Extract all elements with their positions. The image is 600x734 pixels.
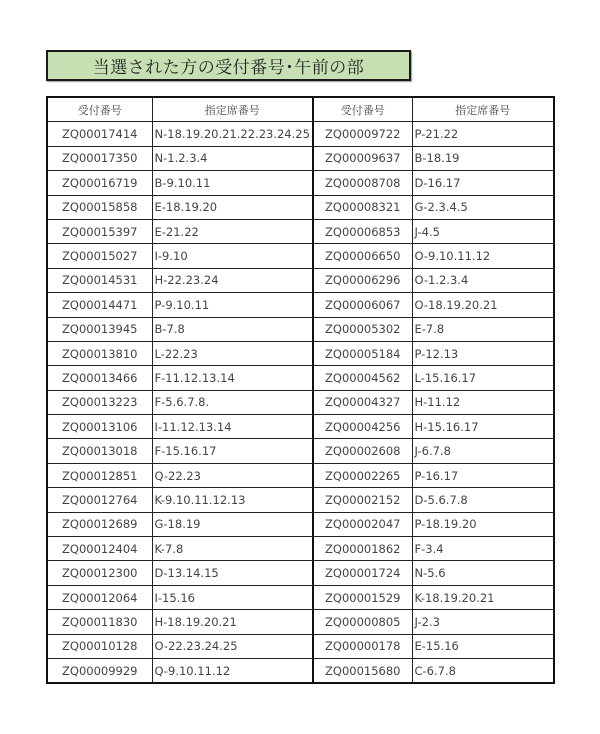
- right-seat-number: P-12.13: [412, 341, 554, 365]
- left-ticket-number: ZQ00013810: [47, 341, 152, 365]
- table-row: [47, 488, 554, 512]
- right-ticket-number: ZQ00006853: [313, 219, 412, 243]
- right-ticket-number: ZQ00009637: [313, 146, 412, 170]
- header-left-seat-number: 指定席番号: [152, 97, 313, 122]
- table-row: [47, 195, 554, 219]
- left-seat-number: K-7.8: [152, 537, 313, 561]
- left-ticket-number: ZQ00015027: [47, 244, 152, 268]
- left-ticket-number: ZQ00012689: [47, 512, 152, 536]
- table-row: [47, 146, 554, 170]
- right-ticket-number: ZQ00008708: [313, 171, 412, 195]
- right-ticket-number: ZQ00001862: [313, 537, 412, 561]
- left-ticket-number: ZQ00014471: [47, 293, 152, 317]
- table-row: [47, 512, 554, 536]
- right-seat-number: H-11.12: [412, 390, 554, 414]
- right-ticket-number: ZQ00002608: [313, 439, 412, 463]
- table-row: [47, 122, 554, 146]
- page-title: 当選された方の受付番号･午前の部: [46, 50, 411, 81]
- left-seat-number: N-1.2.3.4: [152, 146, 313, 170]
- table-row: [47, 390, 554, 414]
- right-ticket-number: ZQ00005302: [313, 317, 412, 341]
- header-right-ticket-number: 受付番号: [313, 97, 412, 122]
- left-ticket-number: ZQ00012064: [47, 585, 152, 609]
- left-seat-number: H-18.19.20.21: [152, 610, 313, 634]
- left-seat-number: E-18.19.20: [152, 195, 313, 219]
- left-ticket-number: ZQ00013223: [47, 390, 152, 414]
- right-seat-number: B-18.19: [412, 146, 554, 170]
- right-seat-number: D-16.17: [412, 171, 554, 195]
- left-ticket-number: ZQ00016719: [47, 171, 152, 195]
- table-body: [47, 122, 554, 683]
- left-seat-number: L-22.23: [152, 341, 313, 365]
- left-seat-number: B-7.8: [152, 317, 313, 341]
- left-ticket-number: ZQ00015858: [47, 195, 152, 219]
- left-seat-number: B-9.10.11: [152, 171, 313, 195]
- right-seat-number: D-5.6.7.8: [412, 488, 554, 512]
- right-ticket-number: ZQ00008321: [313, 195, 412, 219]
- table-row: [47, 317, 554, 341]
- left-ticket-number: ZQ00013106: [47, 415, 152, 439]
- table-row: [47, 610, 554, 634]
- table-row: [47, 293, 554, 317]
- right-seat-number: E-7.8: [412, 317, 554, 341]
- right-seat-number: K-18.19.20.21: [412, 585, 554, 609]
- left-seat-number: D-13.14.15: [152, 561, 313, 585]
- header-right-seat-number: 指定席番号: [412, 97, 554, 122]
- left-ticket-number: ZQ00014531: [47, 268, 152, 292]
- left-seat-number: Q-22.23: [152, 463, 313, 487]
- right-seat-number: O-18.19.20.21: [412, 293, 554, 317]
- right-ticket-number: ZQ00004256: [313, 415, 412, 439]
- left-seat-number: F-15.16.17: [152, 439, 313, 463]
- table-row: [47, 585, 554, 609]
- table-row: [47, 219, 554, 243]
- table-row: [47, 439, 554, 463]
- left-ticket-number: ZQ00010128: [47, 634, 152, 658]
- left-ticket-number: ZQ00012851: [47, 463, 152, 487]
- right-seat-number: P-16.17: [412, 463, 554, 487]
- left-ticket-number: ZQ00012404: [47, 537, 152, 561]
- right-seat-number: H-15.16.17: [412, 415, 554, 439]
- left-ticket-number: ZQ00012764: [47, 488, 152, 512]
- left-ticket-number: ZQ00015397: [47, 219, 152, 243]
- left-seat-number: F-5.6.7.8.: [152, 390, 313, 414]
- table-row: [47, 634, 554, 658]
- left-seat-number: I-15.16: [152, 585, 313, 609]
- left-seat-number: Q-9.10.11.12: [152, 658, 313, 683]
- left-seat-number: F-11.12.13.14: [152, 366, 313, 390]
- right-seat-number: F-3.4: [412, 537, 554, 561]
- right-ticket-number: ZQ00015680: [313, 658, 412, 683]
- right-seat-number: O-9.10.11.12: [412, 244, 554, 268]
- left-ticket-number: ZQ00013018: [47, 439, 152, 463]
- right-seat-number: O-1.2.3.4: [412, 268, 554, 292]
- table-row: [47, 537, 554, 561]
- left-ticket-number: ZQ00012300: [47, 561, 152, 585]
- header-left-ticket-number: 受付番号: [47, 97, 152, 122]
- right-ticket-number: ZQ00006296: [313, 268, 412, 292]
- table-row: [47, 561, 554, 585]
- table-row: [47, 463, 554, 487]
- right-ticket-number: ZQ00000178: [313, 634, 412, 658]
- right-ticket-number: ZQ00001529: [313, 585, 412, 609]
- right-ticket-number: ZQ00004327: [313, 390, 412, 414]
- right-ticket-number: ZQ00002265: [313, 463, 412, 487]
- table-row: [47, 366, 554, 390]
- left-seat-number: P-9.10.11: [152, 293, 313, 317]
- table-row: [47, 658, 554, 683]
- left-ticket-number: ZQ00013945: [47, 317, 152, 341]
- right-ticket-number: ZQ00006650: [313, 244, 412, 268]
- left-seat-number: I-11.12.13.14: [152, 415, 313, 439]
- left-ticket-number: ZQ00013466: [47, 366, 152, 390]
- right-ticket-number: ZQ00006067: [313, 293, 412, 317]
- left-ticket-number: ZQ00017350: [47, 146, 152, 170]
- right-ticket-number: ZQ00009722: [313, 122, 412, 146]
- left-seat-number: H-22.23.24: [152, 268, 313, 292]
- right-ticket-number: ZQ00004562: [313, 366, 412, 390]
- right-seat-number: J-2.3: [412, 610, 554, 634]
- right-ticket-number: ZQ00001724: [313, 561, 412, 585]
- left-seat-number: O-22.23.24.25: [152, 634, 313, 658]
- left-seat-number: K-9.10.11.12.13: [152, 488, 313, 512]
- right-seat-number: C-6.7.8: [412, 658, 554, 683]
- table-row: [47, 244, 554, 268]
- right-ticket-number: ZQ00000805: [313, 610, 412, 634]
- right-seat-number: L-15.16.17: [412, 366, 554, 390]
- table-header-row: [47, 97, 554, 122]
- left-seat-number: E-21.22: [152, 219, 313, 243]
- left-seat-number: G-18.19: [152, 512, 313, 536]
- right-ticket-number: ZQ00002152: [313, 488, 412, 512]
- right-ticket-number: ZQ00002047: [313, 512, 412, 536]
- right-seat-number: P-21.22: [412, 122, 554, 146]
- right-seat-number: J-6.7.8: [412, 439, 554, 463]
- right-seat-number: E-15.16: [412, 634, 554, 658]
- table-row: [47, 341, 554, 365]
- left-ticket-number: ZQ00017414: [47, 122, 152, 146]
- right-seat-number: N-5.6: [412, 561, 554, 585]
- left-seat-number: I-9.10: [152, 244, 313, 268]
- left-ticket-number: ZQ00011830: [47, 610, 152, 634]
- right-seat-number: P-18.19.20: [412, 512, 554, 536]
- table-row: [47, 268, 554, 292]
- left-ticket-number: ZQ00009929: [47, 658, 152, 683]
- right-seat-number: G-2.3.4.5: [412, 195, 554, 219]
- winners-table: [46, 96, 555, 684]
- right-ticket-number: ZQ00005184: [313, 341, 412, 365]
- left-seat-number: N-18.19.20.21.22.23.24.25: [152, 122, 313, 146]
- right-seat-number: J-4.5: [412, 219, 554, 243]
- table-row: [47, 171, 554, 195]
- table-row: [47, 415, 554, 439]
